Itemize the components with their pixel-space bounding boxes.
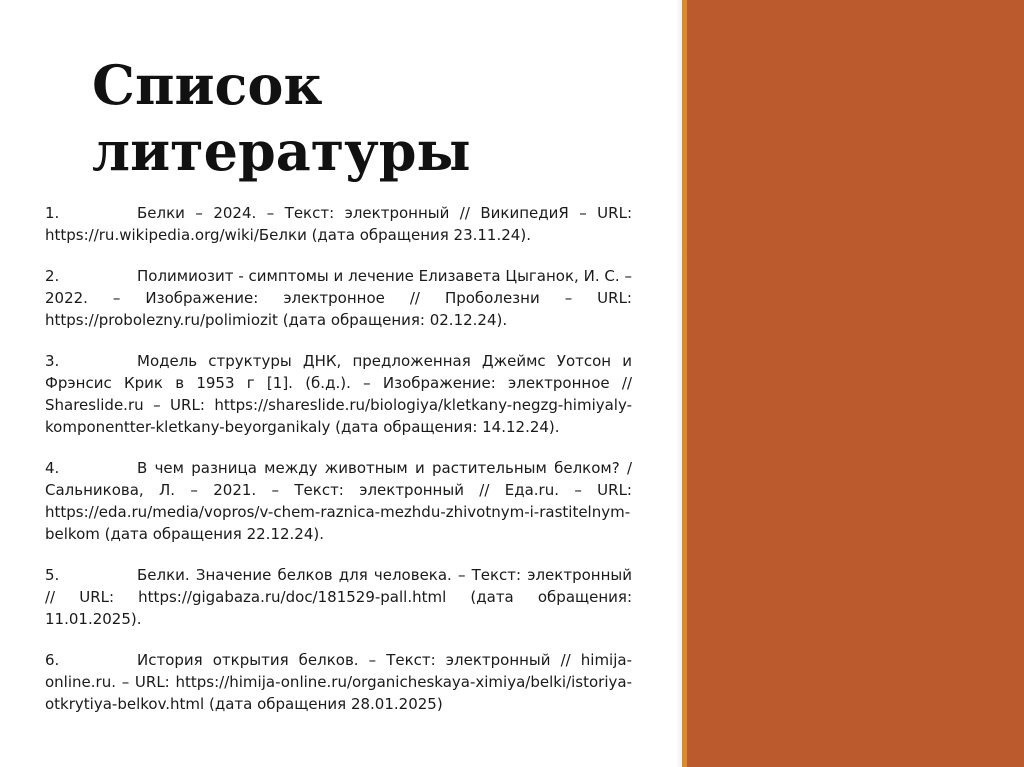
slide-title: Список литературы — [92, 53, 471, 183]
reference-text: Полимиозит - симптомы и лечение Елизавета Цыганок, И. С. – 2022. – Изображение: электронное // Проболезни – URL: — [45, 267, 632, 307]
reference-access-date: (дата обращения: 14.12.24). — [330, 418, 560, 436]
reference-text: Белки – 2024. – Текст: электронный // ВикипедиЯ – URL: — [137, 204, 632, 222]
reference-url-link[interactable]: https://probolezny.ru/polimiozit — [45, 311, 278, 329]
reference-text: Модель структуры ДНК, предложенная Джеймс Уотсон и Фрэнсис Крик в 1953 г [1]. (б.д.). – Изображение: электронное // Shareslide.ru – URL: — [45, 352, 632, 414]
reference-text: В чем разница между животным и растительным белком? / Сальникова, Л. – 2021. – Текст: электронный // Еда.ru. – URL: — [45, 459, 632, 499]
reference-item — [45, 564, 632, 630]
reference-text: Белки. Значение белков для человека. – Текст: электронный // URL: — [45, 566, 632, 606]
reference-number: 5. — [45, 566, 60, 584]
reference-number: 6. — [45, 651, 60, 669]
reference-access-date: (дата обращения: 02.12.24). — [277, 311, 508, 329]
accent-panel — [687, 0, 1024, 767]
reference-text: История открытия белков. – Текст: электронный // himija-online.ru. – URL: — [45, 651, 632, 691]
reference-item — [45, 350, 632, 438]
reference-url-link[interactable]: https://eda.ru/media/vopros/v-chem-raznica-mezhdu-zhivotnym-i-rastitelnym-belkom — [45, 503, 631, 543]
reference-url-link[interactable]: https://shareslide.ru/biologiya/kletkany-negzg-himiyaly-komponentter-kletkany-beyorganikaly — [45, 396, 632, 436]
reference-access-date: (дата обращения 22.12.24). — [99, 525, 325, 543]
reference-number: 4. — [45, 459, 60, 477]
reference-url-link[interactable]: https://ru.wikipedia.org/wiki/Белки — [45, 226, 307, 244]
reference-access-date: (дата обращения: 11.01.2025). — [45, 588, 632, 628]
reference-url-link[interactable]: https://gigabaza.ru/doc/181529-pall.html — [138, 588, 447, 606]
reference-number: 1. — [45, 204, 60, 222]
reference-number: 2. — [45, 267, 60, 285]
reference-url-link[interactable]: https://himija-online.ru/organicheskaya-ximiya/belki/istoriya-otkrytiya-belkov.html — [45, 673, 632, 713]
reference-item — [45, 457, 632, 545]
reference-access-date: (дата обращения 23.11.24). — [306, 226, 531, 244]
reference-item — [45, 649, 632, 715]
reference-number: 3. — [45, 352, 60, 370]
reference-item — [45, 265, 632, 331]
reference-item — [45, 202, 632, 246]
reference-list — [45, 202, 632, 734]
reference-access-date: (дата обращения 28.01.2025) — [204, 695, 443, 713]
